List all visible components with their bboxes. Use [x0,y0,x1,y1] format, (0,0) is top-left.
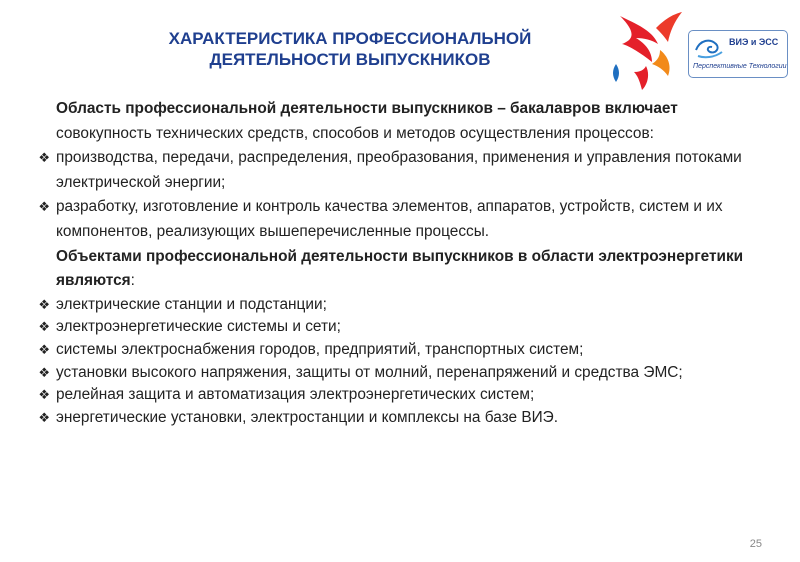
bullet-marker-icon: ❖ [38,364,50,380]
list-item [26,146,746,195]
area-intro-text: совокупность технических средств, способов и методов осуществления процессов: [56,124,654,142]
list-item [26,339,746,362]
bullet-marker-icon: ❖ [38,150,50,166]
objects-intro-text: : [130,272,135,290]
slide-title-line-2: ДЕЯТЕЛЬНОСТИ ВЫПУСКНИКОВ [209,50,491,69]
list-item [26,362,746,385]
list-item-text: энергетические установки, электростанции и комплексы на базе ВИЭ. [56,408,558,426]
list-item [26,195,746,244]
bullet-marker-icon: ❖ [38,319,50,335]
list-item-text: релейная защита и автоматизация электроэнергетических систем; [56,386,535,404]
slide-title-line-1: ХАРАКТЕРИСТИКА ПРОФЕССИОНАЛЬНОЙ [168,29,532,48]
list-item-text: электрические станции и подстанции; [56,295,327,313]
slide-body [26,97,746,429]
bullet-marker-icon: ❖ [38,199,50,215]
list-item [26,407,746,430]
slide-title [120,28,580,70]
list-item [26,316,746,339]
page-number: 25 [749,538,762,550]
bullet-marker-icon: ❖ [38,387,50,403]
phoenix-logo-icon [608,4,688,94]
objects-intro-bold: Объектами профессиональной деятельности выпускников в области электроэнергетики являются [56,247,744,290]
objects-intro-paragraph [26,245,746,294]
wave-swirl-icon [694,36,724,60]
list-item-text: производства, передачи, распределения, преобразования, применения и управления потоками электрической энергии; [56,149,742,191]
list-item-text: установки высокого напряжения, защиты от молний, перенапряжений и средства ЭМС; [56,363,683,381]
list-item-text: электроэнергетические системы и сети; [56,318,341,336]
area-intro-bold: Область профессиональной деятельности выпускников – бакалавров включает [56,100,678,117]
logo-abbreviation: ВИЭ и ЭСС [729,37,779,47]
area-intro-paragraph [26,97,746,146]
bullet-marker-icon: ❖ [38,409,50,425]
list-item [26,294,746,317]
bullet-marker-icon: ❖ [38,296,50,312]
logo-tagline: Перспективные Технологии [693,63,787,70]
vie-ess-logo [688,30,788,78]
list-item-text: разработку, изготовление и контроль качества элементов, аппаратов, устройств, систем и их компонентов, реализующих вышеперечисленные процессы. [56,198,723,240]
bullet-marker-icon: ❖ [38,341,50,357]
list-item-text: системы электроснабжения городов, предприятий, транспортных систем; [56,340,584,358]
list-item [26,384,746,407]
